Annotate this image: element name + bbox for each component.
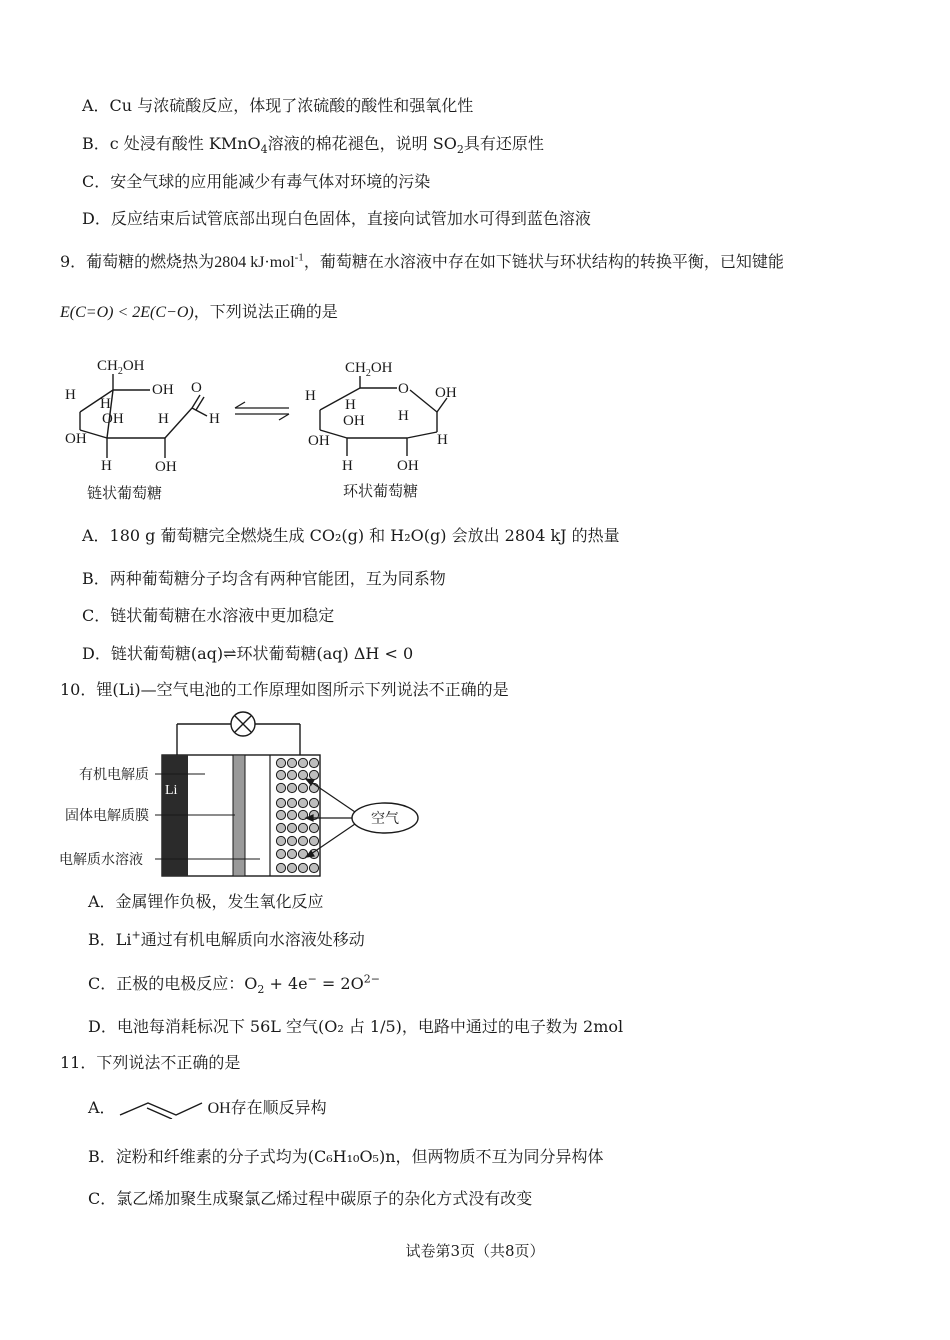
q9-option-d: D．链状葡萄糖(aq)⇌环状葡萄糖(aq) ΔH < 0: [82, 644, 414, 663]
q11-option-c: C．氯乙烯加聚生成聚氯乙烯过程中碳原子的杂化方式没有改变: [88, 1189, 533, 1208]
chain-glucose-structure: [65, 358, 220, 475]
cathode-pore: [287, 758, 296, 767]
cathode-pore: [276, 810, 285, 819]
cathode-pore: [287, 798, 296, 807]
cathode-pore: [276, 849, 285, 858]
cathode-pore: [309, 798, 318, 807]
q11-option-b: B．淀粉和纤维素的分子式均为(C₆H₁₀O₅)n，但两物质不互为同分异构体: [88, 1147, 604, 1166]
equilibrium-arrow-icon: [235, 402, 289, 420]
organic-electrolyte-label: 有机电解质: [79, 767, 149, 783]
cathode-pore: [276, 770, 285, 779]
cathode-pore: [298, 783, 307, 792]
svg-text:O: O: [191, 380, 202, 396]
svg-text:H: H: [65, 387, 76, 403]
svg-text:H: H: [101, 458, 112, 474]
q8-option-c: C．安全气球的应用能减少有毒气体对环境的污染: [82, 172, 431, 191]
cathode-pore: [298, 798, 307, 807]
svg-text:H: H: [100, 396, 111, 412]
q11-stem: 11．下列说法不正确的是: [60, 1053, 241, 1072]
svg-text:H: H: [209, 411, 220, 427]
q10-option-d: D．电池每消耗标况下 56L 空气(O₂ 占 1/5)，电路中通过的电子数为 2mol: [88, 1017, 624, 1036]
q10-option-b: B．Li+通过有机电解质向水溶液处移动: [88, 928, 365, 949]
q8-option-d: D．反应结束后试管底部出现白色固体，直接向试管加水可得到蓝色溶液: [82, 209, 591, 228]
cathode-pore: [276, 863, 285, 872]
q8-option-b: B．c 处浸有酸性 KMnO$_4$溶液的棉花褪色，说明 $SO_2$具有还原性: [82, 134, 544, 157]
q11-option-a: A． OH存在顺反异构: [88, 1098, 327, 1117]
svg-text:H: H: [345, 397, 356, 413]
ring-glucose-structure: [305, 360, 457, 474]
cathode-pore: [276, 836, 285, 845]
glucose-structures-figure: [55, 350, 475, 510]
cathode-pore: [298, 770, 307, 779]
cathode-pore: [276, 798, 285, 807]
but-2-en-1-ol-skeletal-formula: [116, 1097, 208, 1119]
svg-text:H: H: [398, 408, 409, 424]
aqueous-electrolyte-label: 电解质水溶液: [59, 852, 143, 868]
cathode-pore: [309, 863, 318, 872]
air-label: 空气: [371, 811, 399, 827]
cathode-pore: [287, 836, 296, 845]
cathode-pore: [287, 863, 296, 872]
lithium-electrode-label: Li: [165, 783, 178, 798]
cathode-pore: [298, 758, 307, 767]
q9-option-c: C．链状葡萄糖在水溶液中更加稳定: [82, 606, 335, 625]
svg-text:OH: OH: [435, 385, 457, 401]
svg-text:H: H: [342, 458, 353, 474]
svg-text:OH: OH: [152, 382, 174, 398]
svg-text:OH: OH: [102, 411, 124, 427]
cathode-pore: [309, 758, 318, 767]
q9-option-a: A．180 g 葡萄糖完全燃烧生成 CO₂(g) 和 H₂O(g) 会放出 2804 kJ 的热量: [82, 526, 620, 545]
svg-text:OH: OH: [308, 433, 330, 449]
ring-glucose-label: 环状葡萄糖: [343, 482, 419, 500]
svg-text:OH: OH: [65, 431, 87, 447]
svg-text:OH: OH: [155, 459, 177, 475]
q9-stem-line2: E(C=O) < 2E(C−O)，下列说法正确的是: [60, 302, 338, 321]
q10-stem: 10．锂(Li)—空气电池的工作原理如图所示下列说法不正确的是: [60, 680, 509, 699]
cathode-pore: [298, 863, 307, 872]
svg-text:H: H: [158, 411, 169, 427]
chain-glucose-label: 链状葡萄糖: [87, 484, 163, 502]
cathode-pore: [276, 823, 285, 832]
cathode-pore: [287, 823, 296, 832]
cathode-pore: [287, 810, 296, 819]
q10-option-c: C．正极的电极反应：$O_2 + 4e^- = 2O^{2-}$: [88, 972, 380, 997]
cathode-pore: [309, 770, 318, 779]
svg-text:OH: OH: [343, 413, 365, 429]
lamp-icon: [231, 712, 255, 736]
cathode-pore: [287, 770, 296, 779]
cathode-pore: [276, 783, 285, 792]
q9-stem-line1: 9．葡萄糖的燃烧热为2804 kJ·mol$^{-1}$，葡萄糖在水溶液中存在如下链状与环状结构的转换平衡，已知键能: [60, 251, 784, 271]
svg-text:OH: OH: [397, 458, 419, 474]
q9-option-b: B．两种葡萄糖分子均含有两种官能团，互为同系物: [82, 569, 446, 588]
svg-text:H: H: [437, 432, 448, 448]
cathode-pore: [309, 823, 318, 832]
q8-option-a: A．Cu 与浓硫酸反应，体现了浓硫酸的酸性和强氧化性: [82, 96, 474, 115]
q10-option-a: A．金属锂作负极，发生氧化反应: [88, 892, 324, 911]
cathode-pore: [287, 849, 296, 858]
svg-text:CH2OH: $CH_2OH$: [97, 358, 145, 377]
page-footer: 试卷第3页（共8页）: [405, 1242, 545, 1260]
svg-text:CH2OH: $CH_2OH$: [345, 360, 393, 379]
li-air-battery-figure: [55, 708, 435, 880]
cathode-pore: [276, 758, 285, 767]
cathode-pore: [287, 783, 296, 792]
svg-text:O: O: [398, 381, 409, 397]
cathode-pore: [309, 836, 318, 845]
solid-electrolyte-membrane-label: 固体电解质膜: [65, 808, 149, 824]
svg-text:H: H: [305, 388, 316, 404]
cathode-pore: [298, 823, 307, 832]
cathode-pore: [298, 836, 307, 845]
